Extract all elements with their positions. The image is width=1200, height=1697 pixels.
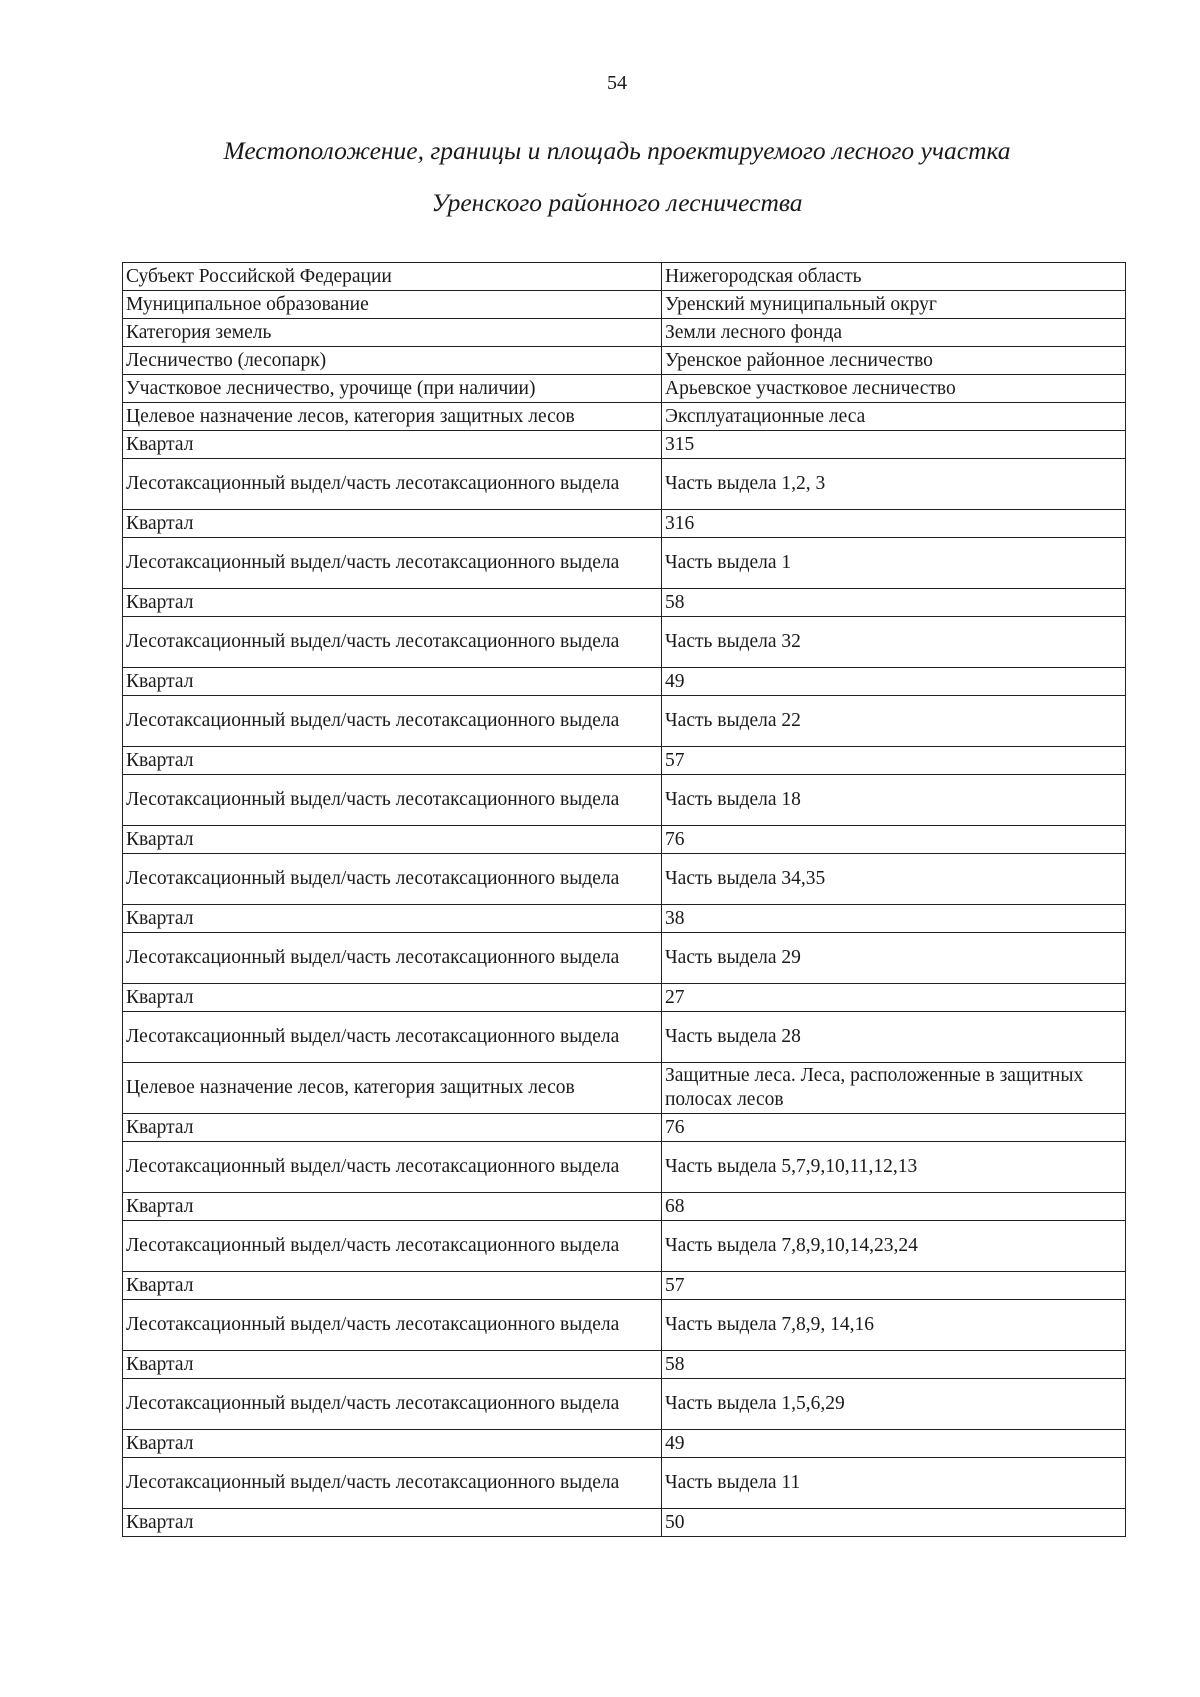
- table-row: [123, 403, 1126, 431]
- table-row: [123, 933, 1126, 984]
- row-label-cell: Лесотаксационный выдел/часть лесотаксационного выдела: [123, 1379, 662, 1430]
- row-label-cell: Лесотаксационный выдел/часть лесотаксационного выдела: [123, 854, 662, 905]
- row-value-cell: Уренское районное лесничество: [662, 347, 1126, 375]
- row-value-cell: 49: [662, 668, 1126, 696]
- table-row: [123, 1221, 1126, 1272]
- row-label-cell: Квартал: [123, 747, 662, 775]
- row-label-cell: Лесотаксационный выдел/часть лесотаксационного выдела: [123, 459, 662, 510]
- document-title-line-1: Местоположение, границы и площадь проектируемого лесного участка: [223, 136, 1011, 165]
- row-value-cell: Уренский муниципальный округ: [662, 291, 1126, 319]
- row-value-cell: Часть выдела 1,2, 3: [662, 459, 1126, 510]
- table-row: [123, 1272, 1126, 1300]
- row-label-cell: Лесотаксационный выдел/часть лесотаксационного выдела: [123, 617, 662, 668]
- row-value-cell: 57: [662, 747, 1126, 775]
- row-value-cell: 58: [662, 589, 1126, 617]
- table-row: [123, 431, 1126, 459]
- row-value-cell: Часть выдела 1: [662, 538, 1126, 589]
- row-label-cell: Квартал: [123, 826, 662, 854]
- row-label-cell: Лесотаксационный выдел/часть лесотаксационного выдела: [123, 696, 662, 747]
- row-label-cell: Квартал: [123, 589, 662, 617]
- row-value-cell: 76: [662, 826, 1126, 854]
- row-value-cell: Часть выдела 5,7,9,10,11,12,13: [662, 1142, 1126, 1193]
- row-label-cell: Субъект Российской Федерации: [123, 263, 662, 291]
- row-value-cell: Часть выдела 29: [662, 933, 1126, 984]
- table-row: [123, 905, 1126, 933]
- row-value-cell: 315: [662, 431, 1126, 459]
- row-label-cell: Квартал: [123, 668, 662, 696]
- row-label-cell: Лесотаксационный выдел/часть лесотаксационного выдела: [123, 775, 662, 826]
- row-label-cell: Лесотаксационный выдел/часть лесотаксационного выдела: [123, 1221, 662, 1272]
- table-row: [123, 775, 1126, 826]
- table-row: [123, 459, 1126, 510]
- row-label-cell: Лесотаксационный выдел/часть лесотаксационного выдела: [123, 538, 662, 589]
- row-value-cell: Часть выдела 32: [662, 617, 1126, 668]
- row-value-cell: 49: [662, 1430, 1126, 1458]
- table-row: [123, 263, 1126, 291]
- table-row: [123, 826, 1126, 854]
- forest-plot-table-body: [123, 263, 1126, 1537]
- row-label-cell: Квартал: [123, 1351, 662, 1379]
- table-row: [123, 1300, 1126, 1351]
- row-value-cell: Эксплуатационные леса: [662, 403, 1126, 431]
- table-row: [123, 747, 1126, 775]
- row-value-cell: Часть выдела 7,8,9, 14,16: [662, 1300, 1126, 1351]
- table-row: [123, 510, 1126, 538]
- table-row: [123, 538, 1126, 589]
- row-value-cell: Земли лесного фонда: [662, 319, 1126, 347]
- row-value-cell: Часть выдела 7,8,9,10,14,23,24: [662, 1221, 1126, 1272]
- row-value-cell: Нижегородская область: [662, 263, 1126, 291]
- table-row: [123, 1193, 1126, 1221]
- row-value-cell: Защитные леса. Леса, расположенные в защитных полосах лесов: [662, 1063, 1126, 1114]
- table-row: [123, 347, 1126, 375]
- row-value-cell: Часть выдела 34,35: [662, 854, 1126, 905]
- table-row: [123, 617, 1126, 668]
- row-label-cell: Квартал: [123, 1193, 662, 1221]
- row-label-cell: Целевое назначение лесов, категория защитных лесов: [123, 1063, 662, 1114]
- table-row: [123, 984, 1126, 1012]
- row-label-cell: Лесотаксационный выдел/часть лесотаксационного выдела: [123, 1142, 662, 1193]
- row-label-cell: Лесотаксационный выдел/часть лесотаксационного выдела: [123, 1300, 662, 1351]
- forest-plot-table: [122, 262, 1126, 1537]
- row-label-cell: Лесотаксационный выдел/часть лесотаксационного выдела: [123, 1458, 662, 1509]
- row-label-cell: Квартал: [123, 1114, 662, 1142]
- table-row: [123, 668, 1126, 696]
- table-row: [123, 1379, 1126, 1430]
- row-value-cell: 68: [662, 1193, 1126, 1221]
- row-value-cell: 76: [662, 1114, 1126, 1142]
- row-value-cell: 38: [662, 905, 1126, 933]
- table-row: [123, 319, 1126, 347]
- page-number: 54: [607, 72, 627, 94]
- row-value-cell: Арьевское участковое лесничество: [662, 375, 1126, 403]
- row-label-cell: Квартал: [123, 510, 662, 538]
- table-row: [123, 1351, 1126, 1379]
- row-label-cell: Категория земель: [123, 319, 662, 347]
- table-row: [123, 1012, 1126, 1063]
- row-label-cell: Лесотаксационный выдел/часть лесотаксационного выдела: [123, 933, 662, 984]
- table-row: [123, 1063, 1126, 1114]
- table-row: [123, 854, 1126, 905]
- table-row: [123, 1114, 1126, 1142]
- table-row: [123, 291, 1126, 319]
- row-label-cell: Квартал: [123, 1430, 662, 1458]
- table-row: [123, 1509, 1126, 1537]
- table-row: [123, 589, 1126, 617]
- row-value-cell: Часть выдела 11: [662, 1458, 1126, 1509]
- table-row: [123, 1430, 1126, 1458]
- row-value-cell: 57: [662, 1272, 1126, 1300]
- row-value-cell: 50: [662, 1509, 1126, 1537]
- row-value-cell: Часть выдела 18: [662, 775, 1126, 826]
- table-row: [123, 1458, 1126, 1509]
- table-row: [123, 375, 1126, 403]
- table-row: [123, 1142, 1126, 1193]
- row-label-cell: Квартал: [123, 984, 662, 1012]
- document-title: [0, 125, 1200, 229]
- row-label-cell: Участковое лесничество, урочище (при наличии): [123, 375, 662, 403]
- row-label-cell: Квартал: [123, 1509, 662, 1537]
- row-label-cell: Квартал: [123, 431, 662, 459]
- row-value-cell: Часть выдела 1,5,6,29: [662, 1379, 1126, 1430]
- row-value-cell: Часть выдела 22: [662, 696, 1126, 747]
- row-label-cell: Лесотаксационный выдел/часть лесотаксационного выдела: [123, 1012, 662, 1063]
- row-value-cell: 316: [662, 510, 1126, 538]
- table-row: [123, 696, 1126, 747]
- row-value-cell: Часть выдела 28: [662, 1012, 1126, 1063]
- row-label-cell: Квартал: [123, 1272, 662, 1300]
- row-label-cell: Муниципальное образование: [123, 291, 662, 319]
- row-value-cell: 27: [662, 984, 1126, 1012]
- row-label-cell: Лесничество (лесопарк): [123, 347, 662, 375]
- document-title-line-2: Уренского районного лесничества: [431, 188, 803, 217]
- row-label-cell: Квартал: [123, 905, 662, 933]
- row-label-cell: Целевое назначение лесов, категория защитных лесов: [123, 403, 662, 431]
- row-value-cell: 58: [662, 1351, 1126, 1379]
